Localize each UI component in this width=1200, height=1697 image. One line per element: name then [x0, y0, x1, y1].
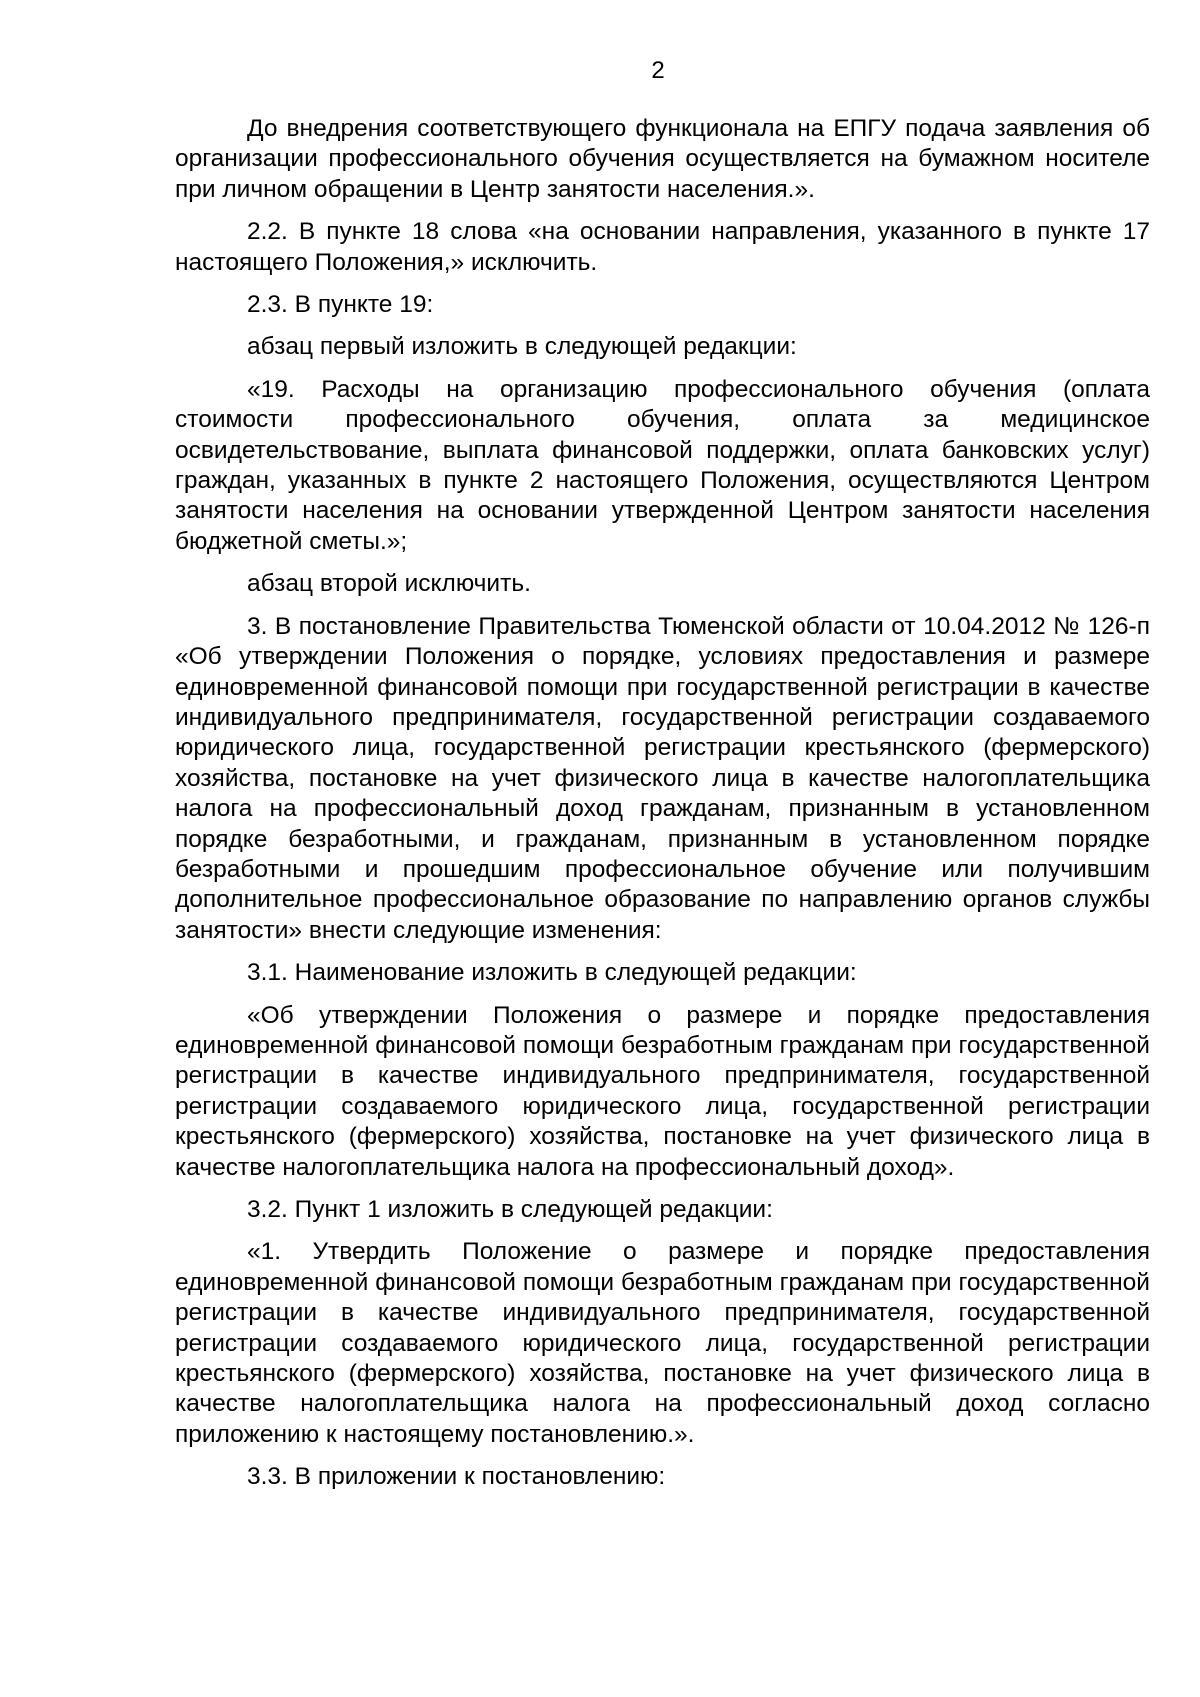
paragraph-19-expenses: «19. Расходы на организацию профессионального обучения (оплата стоимости профессионального обучения, оплата за медицинское освидетельствование, выплата финансовой поддержки, оплата банковских услуг) граждан, указанных в пункте 2 настоящего Положения, осуществляются Центром занятости населения на основании утвержденной Центром занятости населения бюджетной сметы.»; [175, 375, 1150, 555]
paragraph-3-2: 3.2. Пункт 1 изложить в следующей редакции: [247, 1196, 773, 1223]
paragraph-second-abzats: абзац второй исключить. [247, 570, 531, 598]
paragraph-first-abzats: абзац первый изложить в следующей редакции: [247, 333, 797, 361]
paragraph-3-resolution: 3. В постановление Правительства Тюменской области от 10.04.2012 № 126-п «Об утверждении Положения о порядке, условиях предоставления и размере единовременной финансовой помощи при государственной регистрации в качестве индивидуального предпринимателя, государственной регистрации создаваемого юридического лица, государственной регистрации крестьянского (фермерского) хозяйства, постановке на учет физического лица в качестве налогоплательщика налога на профессиональный доход гражданам, признанным в установленном порядке безработными, и гражданам, признанным в установленном порядке безработными и прошедшим профессиональное обучение или получившим дополнительное профессиональное образование по направлению органов службы занятости» внести следующие изменения: [175, 612, 1150, 944]
paragraph-new-point-1: «1. Утвердить Положение о размере и порядке предоставления единовременной финансовой помощи безработным гражданам при государственной регистрации в качестве индивидуального предпринимателя, государственной регистрации создаваемого юридического лица, государственной регистрации крестьянского (фермерского) хозяйства, постановке на учет физического лица в качестве налогоплательщика налога на профессиональный доход согласно приложению к настоящему постановлению.». [175, 1238, 1150, 1448]
paragraph-2-2: 2.2. В пункте 18 слова «на основании направления, указанного в пункте 17 настоящего Положения,» исключить. [175, 218, 1150, 276]
paragraph-epgu-application: До внедрения соответствующего функционала на ЕПГУ подача заявления об организации профессионального обучения осуществляется на бумажном носителе при личном обращении в Центр занятости населения.». [175, 115, 1150, 203]
paragraph-3-3: 3.3. В приложении к постановлению: [247, 1463, 666, 1491]
document-body [175, 114, 1150, 1493]
paragraph-2-3: 2.3. В пункте 19: [247, 291, 434, 319]
paragraph-new-title: «Об утверждении Положения о размере и порядке предоставления единовременной финансовой помощи безработным гражданам при государственной регистрации в качестве индивидуального предпринимателя, государственной регистрации создаваемого юридического лица, государственной регистрации крестьянского (фермерского) хозяйства, постановке на учет физического лица в качестве налогоплательщика налога на профессиональный доход». [175, 1001, 1150, 1181]
paragraph-3-1: 3.1. Наименование изложить в следующей редакции: [247, 959, 857, 987]
page-number: 2 [651, 57, 665, 84]
